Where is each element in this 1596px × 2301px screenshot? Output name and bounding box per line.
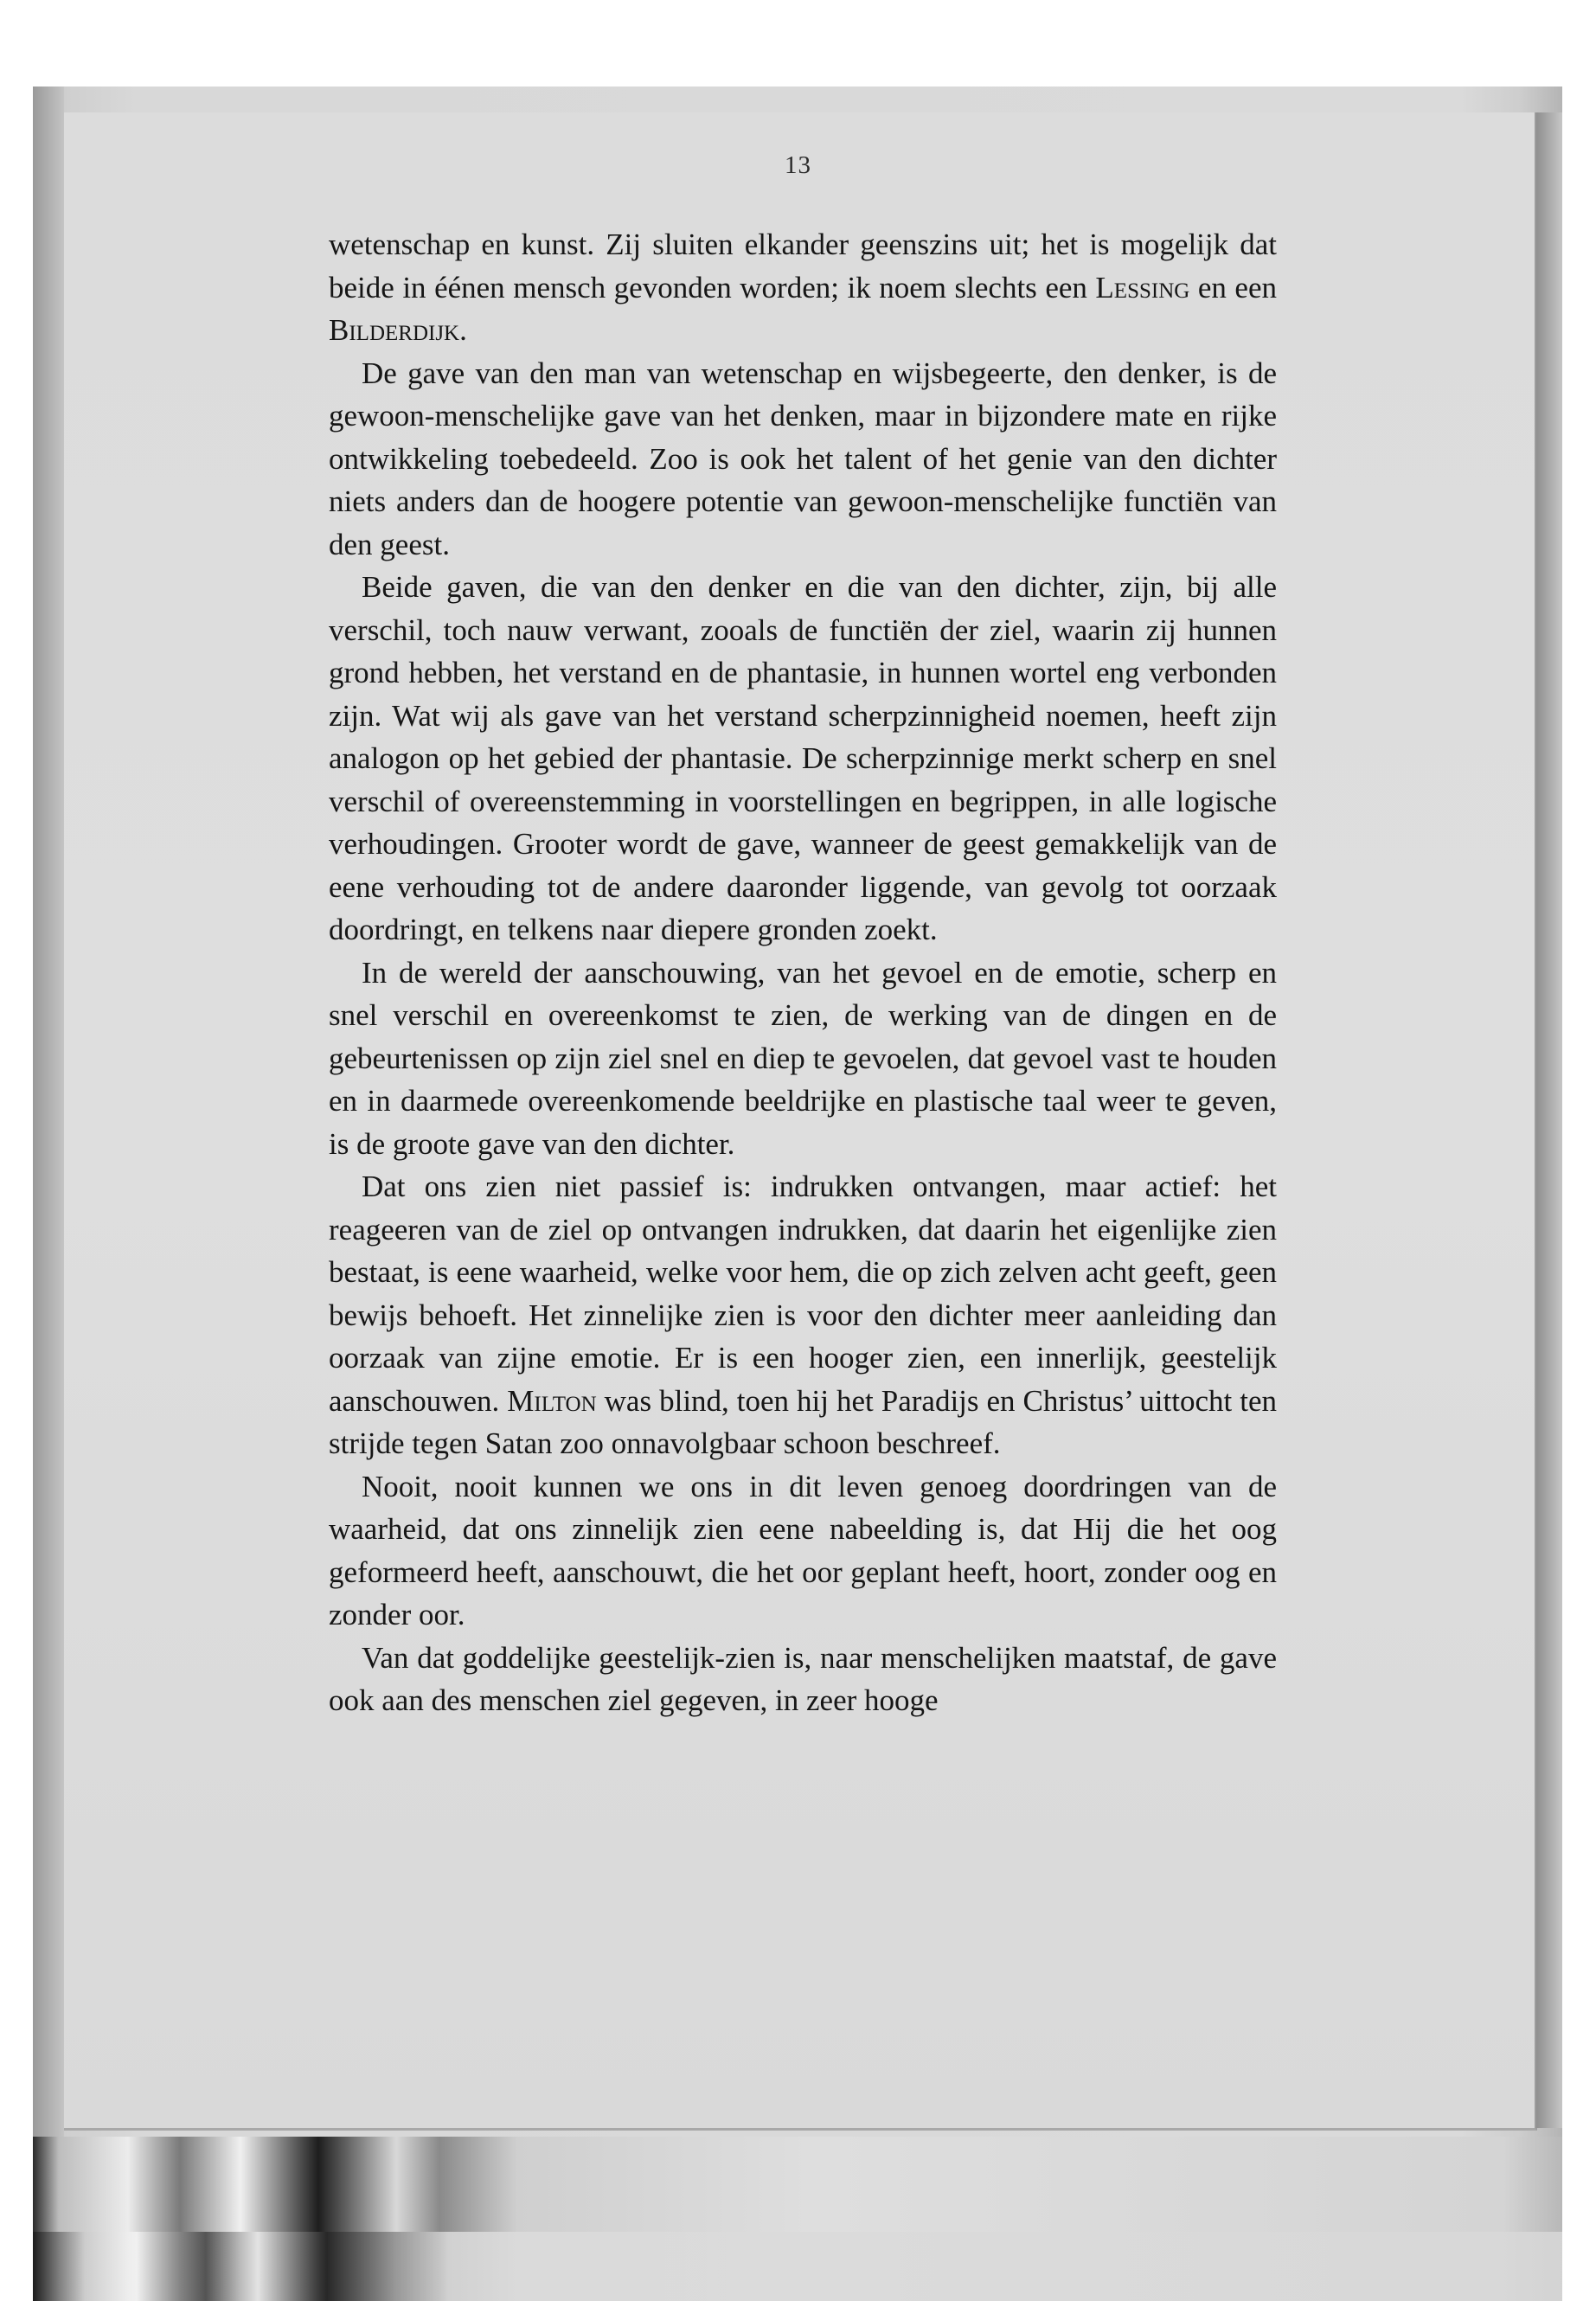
text-segment: en een [1189,270,1277,304]
paragraph [329,1637,1277,1722]
paragraph [329,952,1277,1166]
paragraph [329,1165,1277,1465]
text-segment: was blind, toen hij het Paradijs en Christus’ uittocht ten strijde tegen Satan zoo onnavolgbaar schoon beschreef. [329,1383,1277,1460]
scan-right-edge [1536,112,1562,2128]
paragraph [329,223,1277,352]
text-segment: In de wereld der aanschouwing, van het gevoel en de emotie, scherp en snel verschil en overeenkomst te zien, de werking van de dingen en de gebeurtenissen op zijn ziel snel en diep te gevoelen, dat gevoel vast te houden en in daarmede overeenkomende beeldrijke en plastische taal weer te geven, is de groote gave van den dichter. [329,955,1277,1161]
author-name-milton: Milton [507,1383,597,1418]
scan-left-edge [33,87,64,2154]
author-name-bilderdijk: Bilderdijk [329,313,460,347]
text-segment: Beide gaven, die van den denker en die van den dichter, zijn, bij alle verschil, toch nauw verwant, zooals de functiën der ziel, waarin zij hunnen grond hebben, het verstand en de phantasie, in hunnen wortel eng verbonden zijn. Wat wij als gave van het verstand scherpzinnigheid noemen, heeft zijn analogon op het gebied der phantasie. De scherpzinnige merkt scherp en snel verschil of overeenstemming in voorstellingen en begrippen, in alle logische verhoudingen. Grooter wordt de gave, wanneer de geest gemakkelijk van de eene verhouding tot de andere daaronder liggende, van gevolg tot oorzaak doordringt, en telkens naar diepere gronden zoekt. [329,570,1277,946]
text-segment: Van dat goddelijke geestelijk-zien is, naar menschelijken maatstaf, de gave ook aan des menschen ziel gegeven, in zeer hooge [329,1640,1277,1717]
text-segment: Dat ons zien niet passief is: indrukken ontvangen, maar actief: het reageeren van de ziel op ontvangen indrukken, dat daarin het eigenlijke zien bestaat, is eene waarheid, welke voor hem, die op zich zelven acht geeft, geen bewijs behoeft. Het zinnelijke zien is voor den dichter meer aanleiding dan oorzaak van zijne emotie. Er is een hooger zien, een innerlijk, geestelijk aanschouwen. [329,1170,1277,1418]
scan-bottom-band-lower [33,2232,1562,2301]
body-text [329,223,1277,1722]
paragraph [329,566,1277,952]
paragraph [329,1465,1277,1637]
page-number: 13 [785,151,811,179]
author-name-lessing: Lessing [1095,270,1190,304]
text-segment: wetenschap en kunst. Zij sluiten elkander geenszins uit; het is mogelijk dat beide in éénen mensch gevonden worden; ik noem slechts een [329,228,1277,304]
text-segment: . [459,313,467,347]
text-segment: De gave van den man van wetenschap en wijsbegeerte, den denker, is de gewoon-menschelijke gave van het denken, maar in bijzondere mate en rijke ontwikkeling toebedeeld. Zoo is ook het talent of het genie van den dichter niets anders dan de hoogere potentie van gewoon-menschelijke functiën van den geest. [329,356,1277,561]
text-segment: Nooit, nooit kunnen we ons in dit leven genoeg doordringen van de waarheid, dat ons zinnelijk zien eene nabeelding is, dat Hij die het oog geformeerd heeft, aanschouwt, die het oor geplant heeft, hoort, zonder oog en zonder oor. [329,1469,1277,1631]
paragraph [329,352,1277,567]
